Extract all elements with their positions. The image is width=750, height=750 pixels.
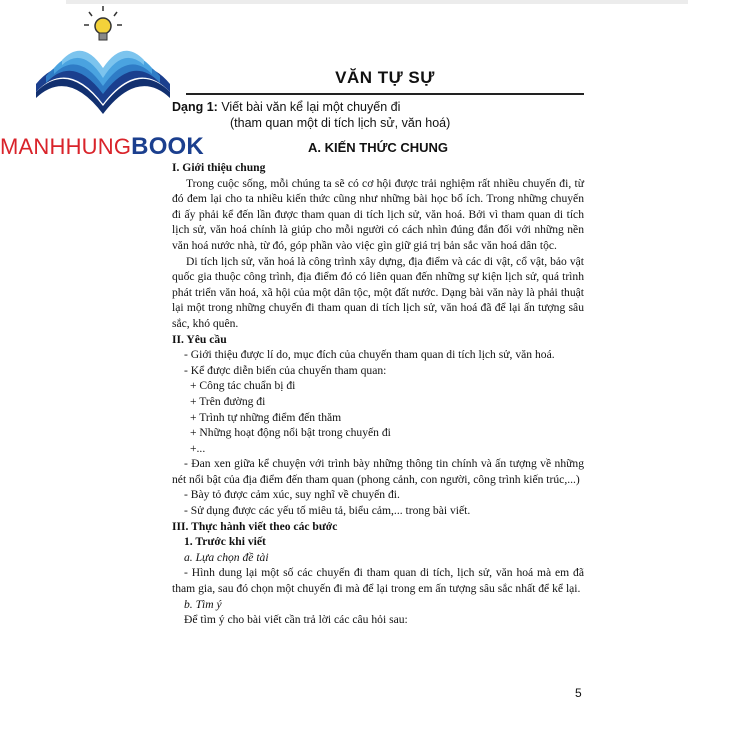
document-page [172, 68, 584, 628]
paragraph-1: Trong cuộc sống, mỗi chúng ta sẽ có cơ hội được trải nghiệm rất nhiều chuyến đi, từ đó đem lại cho ta nhiều kiến thức cũng như những bài học bổ ích. Trong những chuyến đi ấy phải kể đến lần được tham quan di tích lịch sử, văn hoá. Bởi vì tham quan di tích lịch sử, văn hoá chính là giúp cho mỗi người có cách nhìn đúng đắn đối với những nền văn hoá nước nhà, từ đó, góp phần vào việc gìn giữ giá trị bản sắc văn hoá dân tộc. [172, 176, 584, 252]
book-lightbulb-icon [28, 4, 178, 134]
step-1a-text: - Hình dung lại một số các chuyến đi tham quan di tích, lịch sử, văn hoá mà em đã tham gia, sau đó chọn một chuyến đi mà để lại trong em ấn tượng sâu sắc nhất để kể lại. [172, 566, 584, 596]
requirement-5: - Sử dụng được các yếu tố miêu tả, biểu cảm,... trong bài viết. [184, 504, 471, 518]
step-1a-heading: a. Lựa chọn đề tài [184, 550, 269, 564]
sub-item: + Những hoạt động nổi bật trong chuyến đi [190, 426, 391, 440]
requirement-2: - Kể được diễn biến của chuyến tham quan: [184, 363, 387, 377]
section-heading-a: A. KIẾN THỨC CHUNG [307, 140, 449, 155]
brand-part2: BOOK [131, 133, 204, 160]
step-1b-text: Để tìm ý cho bài viết cần trả lời các câu hỏi sau: [184, 613, 408, 627]
sub-item: +... [190, 441, 206, 455]
sub-item: + Trên đường đi [190, 394, 266, 408]
step-1-heading: 1. Trước khi viết [184, 535, 266, 549]
page-number: 5 [575, 686, 582, 700]
brand-part1: MANHHUNG [0, 134, 132, 159]
heading-2: II. Yêu cầu [172, 332, 227, 346]
dang-line1: Viết bài văn kể lại một chuyến đi [217, 100, 401, 114]
requirement-1: - Giới thiệu được lí do, mục đích của chuyến tham quan di tích lịch sử, văn hoá. [184, 348, 555, 362]
dang-heading [172, 99, 584, 131]
requirement-4: - Bày tỏ được cảm xúc, suy nghĩ về chuyến đi. [184, 488, 400, 502]
requirement-3: - Đan xen giữa kể chuyện với trình bày những thông tin chính và ấn tượng về những nét nổi bật của địa điểm đến tham quan (phong cảnh, con người, công trình kiến trúc,...) [172, 457, 584, 486]
heading-1: I. Giới thiệu chung [172, 161, 266, 174]
page-title: VĂN TỰ SỰ [186, 68, 584, 95]
heading-3: III. Thực hành viết theo các bước [172, 519, 338, 533]
dang-label: Dạng 1: [172, 100, 218, 114]
step-1b-heading: b. Tìm ý [184, 597, 222, 611]
sub-item: + Trình tự những điểm đến thăm [190, 410, 342, 424]
body-text [172, 160, 584, 628]
sub-item: + Công tác chuẩn bị đi [190, 379, 296, 393]
dang-line2: (tham quan một di tích lịch sử, văn hoá) [230, 116, 451, 130]
paragraph-2: Di tích lịch sử, văn hoá là công trình xây dựng, địa điểm và các di vật, cổ vật, bảo vật quốc gia thuộc công trình, địa điểm đó có liên quan đến những sự kiện lịch sử, quá trình phát triển văn hoá, xã hội của một dân tộc, một đất nước. Dạng bài văn này là phải thuật lại một trong những chuyến đi tham quan di tích lịch sử, văn hoá đã để lại ấn tượng sâu sắc, khó quên. [172, 254, 584, 330]
